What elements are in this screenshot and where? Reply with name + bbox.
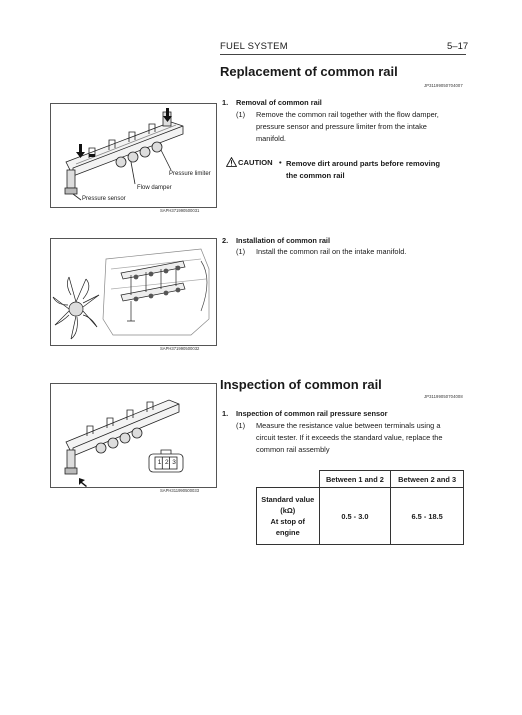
label-pressure-sensor: Pressure sensor	[82, 196, 126, 202]
table-header-row	[257, 471, 464, 488]
text-line: At stop of	[270, 517, 306, 526]
text-line: Remove dirt around parts before removing	[286, 159, 441, 168]
substep-text	[256, 109, 466, 145]
section-code-inspection: JP31199050704008	[424, 394, 463, 399]
column-header-1-2: Between 1 and 2	[319, 471, 391, 488]
text-line: the common rail	[286, 171, 345, 180]
row-header-standard-value	[257, 488, 320, 545]
value-between-2-3: 6.5 - 18.5	[391, 488, 464, 545]
text-line: Remove the common rail together with the flow damper,	[256, 110, 439, 119]
text-line: (kΩ)	[280, 506, 296, 515]
resistance-spec-table	[256, 470, 464, 545]
section-title-inspection: Inspection of common rail	[220, 377, 382, 392]
substep-number: (1)	[236, 110, 246, 119]
column-header-2-3: Between 2 and 3	[391, 471, 464, 488]
figure-engine-installation	[50, 238, 217, 346]
text-line: pressure sensor and pressure limiter from the intake	[256, 122, 427, 131]
text-line: common rail assembly	[256, 445, 330, 454]
step-number: 1.	[222, 409, 229, 418]
text-line: engine	[275, 528, 300, 537]
step-heading-installation: Installation of common rail	[236, 236, 331, 245]
label-flow-damper: Flow damper	[137, 185, 172, 191]
caution-bullet: •	[279, 158, 282, 167]
text-line: Standard value	[261, 495, 315, 504]
table-corner-cell	[257, 471, 320, 488]
figure-code: SAPH371990500032	[160, 346, 200, 351]
connector-pin-1: 1	[157, 459, 162, 466]
section-code-replacement: JP31199050704007	[424, 83, 463, 88]
substep-text: Install the common rail on the intake manifold.	[256, 247, 407, 256]
figure-code: SAPH371990500031	[160, 208, 200, 213]
rail-sensor-illustration	[51, 384, 216, 487]
value-between-1-2: 0.5 - 3.0	[319, 488, 391, 545]
step-heading-inspection: Inspection of common rail pressure sensor	[236, 409, 388, 418]
header-rule	[220, 54, 466, 55]
text-line: Measure the resistance value between terminals using a	[256, 421, 441, 430]
caution-label: CAUTION	[238, 158, 273, 167]
page-number: 5–17	[447, 41, 469, 52]
substep-text	[256, 420, 470, 456]
engine-installation-illustration	[51, 239, 216, 345]
table-row	[257, 488, 464, 545]
step-number: 2.	[222, 236, 229, 245]
figure-common-rail-components	[50, 103, 217, 208]
substep-number: (1)	[236, 247, 246, 256]
running-header-title: FUEL SYSTEM	[220, 41, 288, 52]
connector-pin-2: 2	[164, 459, 169, 466]
figure-code: SAPH311990500033	[160, 488, 200, 493]
caution-text	[286, 158, 466, 182]
figure-pressure-sensor-connector	[50, 383, 217, 488]
label-pressure-limiter: Pressure limiter	[169, 171, 211, 177]
warning-triangle-icon	[226, 157, 237, 167]
text-line: manifold.	[256, 134, 286, 143]
text-line: circuit tester. If it exceeds the standard value, replace the	[256, 433, 443, 442]
substep-number: (1)	[236, 421, 246, 430]
step-heading-removal: Removal of common rail	[236, 98, 322, 107]
connector-pin-3: 3	[172, 459, 176, 466]
section-title-replacement: Replacement of common rail	[220, 64, 398, 79]
common-rail-illustration	[51, 104, 216, 207]
step-number: 1.	[222, 98, 229, 107]
